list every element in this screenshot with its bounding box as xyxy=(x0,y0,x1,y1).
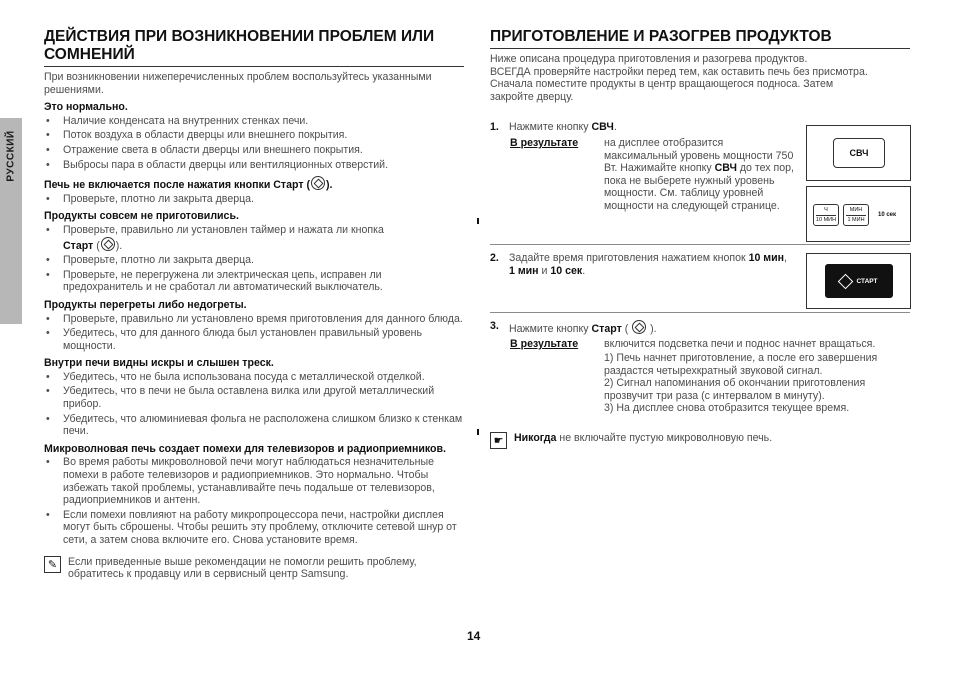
step-3 xyxy=(490,320,910,336)
warning-text xyxy=(514,432,772,449)
interference-heading: Микроволновая печь создает помехи для телевизоров и радиоприемников. xyxy=(44,442,446,455)
step-text-a: Нажмите кнопку xyxy=(509,121,592,133)
normal-heading: Это нормально. xyxy=(44,101,128,114)
time-keys xyxy=(813,204,901,226)
cooking-intro-3: Сначала поместите продукты в центр вращающегося подноса. Затем закройте дверцу. xyxy=(490,78,834,103)
step-keyword: Старт xyxy=(591,323,622,335)
list-item: • Выбросы пара в области дверцы или вентиляционных отверстий. xyxy=(44,159,464,172)
cooking-intro-2: ВСЕГДА проверяйте настройки перед тем, как оставить печь без присмотра. xyxy=(490,65,868,78)
microwave-button[interactable]: СВЧ xyxy=(833,138,885,168)
list-item: • Наличие конденсата на внутренних стенках печи. xyxy=(44,115,464,128)
step-divider xyxy=(490,244,910,245)
cooking-intro-1: Ниже описана процедура приготовления и разогрева продуктов. xyxy=(490,53,808,65)
step-text-a: Нажмите кнопку xyxy=(509,323,592,335)
step-text xyxy=(509,252,790,277)
step-keyword: СВЧ xyxy=(591,121,614,133)
ten-min-button[interactable] xyxy=(813,204,839,226)
crop-mark xyxy=(477,218,479,224)
time-buttons-panel xyxy=(806,186,911,242)
step-text-sep: и xyxy=(538,264,551,277)
list-item: • Проверьте, плотно ли закрыта дверца. xyxy=(44,254,464,267)
step-text-a: Задайте время приготовления нажатием кнопок xyxy=(509,252,749,264)
key-top-label: Ч xyxy=(824,207,828,213)
interference-list xyxy=(44,456,464,546)
not-cooked-list xyxy=(44,224,464,294)
list-item-end: . xyxy=(119,239,123,252)
troubleshooting-title: ДЕЙСТВИЯ ПРИ ВОЗНИКНОВЕНИИ ПРОБЛЕМ ИЛИ СОМНЕНИЙ xyxy=(44,28,435,63)
step-text-end: ). xyxy=(647,323,657,335)
overheated-list xyxy=(44,313,464,353)
result-text xyxy=(604,137,796,213)
note-text: Если приведенные выше рекомендации не помогли решить проблему, обратитесь к продавцу или в сервисный центр Samsung. xyxy=(68,555,417,581)
step-text-end: . xyxy=(613,121,617,133)
list-item: • Убедитесь, что алюминиевая фольга не расположена слишком близко к стенкам печи. xyxy=(44,413,464,438)
troubleshooting-intro: При возникновении нижеперечисленных проблем воспользуйтесь указанными решениями. xyxy=(44,71,432,96)
step-2 xyxy=(490,252,790,277)
step-keyword: 1 мин xyxy=(509,264,539,277)
sub-item: 3) На дисплее снова отобразится текущее время. xyxy=(604,402,850,415)
start-button[interactable] xyxy=(825,264,893,298)
sparks-list xyxy=(44,371,464,438)
start-button-label: СТАРТ xyxy=(856,277,878,285)
overheated-heading: Продукты перегреты либо недогреты. xyxy=(44,298,247,311)
result-text: включится подсветка печи и поднос начнет вращаться. xyxy=(604,338,876,350)
page-number: 14 xyxy=(467,629,481,643)
list-item: • Убедитесь, что для данного блюда был установлен правильный уровень мощности. xyxy=(44,327,464,352)
list-item: • Убедитесь, что в печи не была оставлена вилка или другой металлический прибор. xyxy=(44,385,464,410)
step-number: 3. xyxy=(490,320,499,332)
language-tab-label: РУССКИЙ xyxy=(5,130,17,182)
sub-item: 1) Печь начнет приготовление, а после его завершения раздастся четырехкратный звуковой сигнал. xyxy=(604,352,878,377)
ten-sec-button[interactable]: 10 сек xyxy=(877,212,897,218)
result-label: В результате xyxy=(510,338,579,350)
cooking-section xyxy=(490,28,910,103)
result-keyword: СВЧ xyxy=(714,162,737,175)
step-text-sep: ( xyxy=(621,323,632,335)
one-min-button[interactable] xyxy=(843,204,869,226)
not-starting-heading-text: Печь не включается после нажатия кнопки Старт ( xyxy=(44,179,311,192)
not-starting-heading xyxy=(44,176,464,192)
result-label: В результате xyxy=(510,137,579,149)
list-item: • Убедитесь, что не была использована посуда с металлической отделкой. xyxy=(44,371,464,384)
not-starting-heading-end: ). xyxy=(326,179,333,192)
step-keyword: 10 сек xyxy=(550,264,583,277)
key-bottom-label: 10 МИН xyxy=(815,217,837,223)
microwave-button-panel xyxy=(806,125,911,181)
cooking-title: ПРИГОТОВЛЕНИЕ И РАЗОГРЕВ ПРОДУКТОВ xyxy=(490,28,832,45)
list-item: • Во время работы микроволновой печи могут наблюдаться незначительные помехи в работе телевизоров и радиоприемников. Это нормально. Чтобы избежать такой проблемы, устанавливайте печь подальше от телевизоров, радиоприемников и антенн. xyxy=(44,456,464,506)
step-text xyxy=(509,320,910,336)
crop-mark xyxy=(477,429,479,435)
start-icon xyxy=(311,176,325,190)
step-number: 1. xyxy=(490,121,499,133)
result-text-b: до тех пор, пока не выберете нужный уровень мощности. См. таблицу уровней мощности на следующей странице. xyxy=(604,162,794,212)
key-bottom-label: 1 МИН xyxy=(847,217,865,223)
list-item: • Если помехи повлияют на работу микропроцессора печи, настройки дисплея могут быть сброшены. Чтобы решить эту проблему, отключите сетевой шнур от сети, а затем снова включите его. Снова установите время. xyxy=(44,509,464,547)
list-item: • Проверьте, не перегружена ли электрическая цепь, исправен ли предохранитель и не сработал ли автоматический выключатель. xyxy=(44,269,464,294)
step-divider xyxy=(490,312,910,313)
note xyxy=(44,556,464,581)
not-cooked-heading: Продукты совсем не приготовились. xyxy=(44,210,239,223)
list-item-text: Проверьте, правильно ли установлен таймер и нажата ли кнопка xyxy=(63,223,384,236)
list-item: • Поток воздуха в области дверцы или внешнего покрытия. xyxy=(44,129,464,142)
not-starting-list xyxy=(44,193,464,206)
start-keyword: Старт xyxy=(63,239,94,252)
key-top-label: МИН xyxy=(849,207,863,213)
list-item: • Отражение света в области дверцы или внешнего покрытия. xyxy=(44,144,464,157)
list-item: • Проверьте, плотно ли закрыта дверца. xyxy=(44,193,464,206)
pencil-note-icon: ✎ xyxy=(44,556,61,573)
start-icon xyxy=(101,237,115,251)
title-divider xyxy=(490,48,910,49)
step-text-sep: , xyxy=(784,252,787,264)
step-number: 2. xyxy=(490,252,499,264)
start-icon xyxy=(838,273,854,289)
troubleshooting-section xyxy=(44,28,464,581)
warning-note xyxy=(490,432,772,449)
result-text-a: на дисплее отобразится максимальный уровень мощности 750 Вт. Нажимайте кнопку xyxy=(604,137,794,175)
sparks-heading: Внутри печи видны искры и слышен треск. xyxy=(44,357,274,370)
step-keyword: 10 мин xyxy=(748,252,785,264)
warning-rest: не включайте пустую микроволновую печь. xyxy=(556,432,773,444)
warning-keyword: Никогда xyxy=(514,432,557,444)
start-icon xyxy=(632,320,646,334)
hand-pointer-icon: ☛ xyxy=(490,432,507,449)
step-text-end: . xyxy=(582,264,586,277)
sub-item: 2) Сигнал напоминания об окончании приготовления прозвучит три раза (с интервалом в минуту). xyxy=(604,377,866,402)
list-item: • Проверьте, правильно ли установлено время приготовления для данного блюда. xyxy=(44,313,464,326)
normal-list xyxy=(44,115,464,171)
start-button-panel xyxy=(806,253,911,309)
title-divider xyxy=(44,66,464,67)
result-sublist xyxy=(604,352,904,415)
list-item: • Проверьте, правильно ли установлен таймер и нажата ли кнопка Старт ( ). xyxy=(44,224,464,252)
